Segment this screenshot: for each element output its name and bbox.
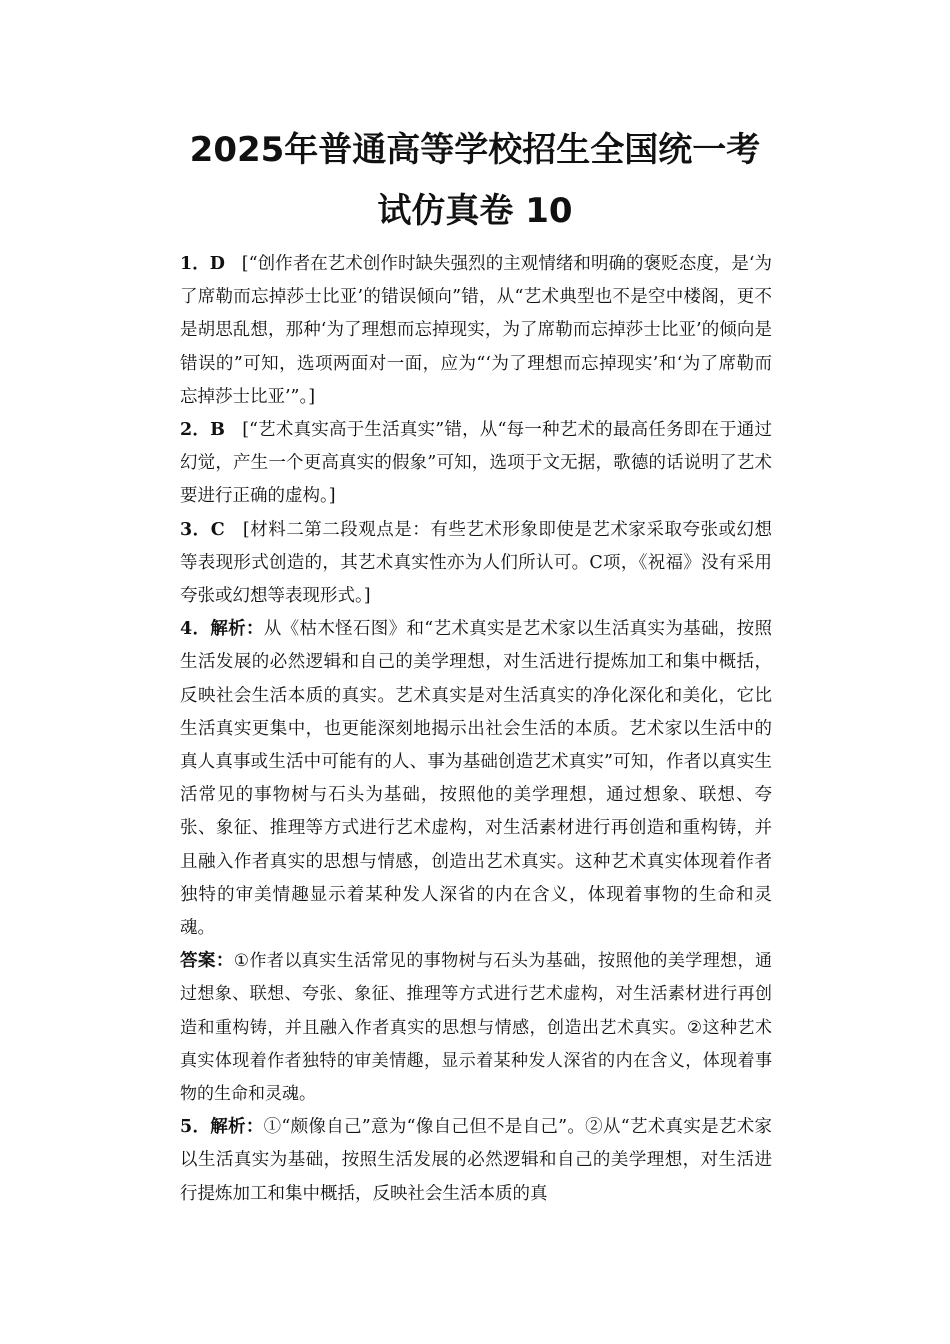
answer-number: 3．C — [180, 519, 225, 540]
answer-text: [“艺术真实高于生活真实”错，从“每一种艺术的最高任务即在于通过幻觉，产生一个更高真实的假象”可知，选项于文无据，歌德的话说明了艺术要进行正确的虚构。] — [180, 420, 773, 507]
document-title-line-2: 试仿真卷 10 — [377, 191, 573, 231]
answer-label: 答案： — [180, 951, 234, 972]
answer-item-3 — [180, 514, 772, 614]
answer-number: 1．D — [180, 254, 225, 274]
answer-content — [180, 248, 772, 1211]
answer-text: ①“颇像自己”意为“像自己但不是自己”。②从“艺术真实是艺术家以生活真实为基础，按照生活发展的必然逻辑和自己的美学理想，对生活进行提炼加工和集中概括，反映社会生活本质的真 — [180, 1117, 772, 1204]
answer-text: [“创作者在艺术创作时缺失强烈的主观情绪和明确的褒贬态度，是‘为了席勒而忘掉莎士比亚’的错误倾向”错，从“艺术典型也不是空中楼阁，更不是胡思乱想，那种‘为了理想而忘掉现实，为了席勒而忘掉莎士比亚’的倾向是错误的”可知，选项两面对一面，应为“‘为了理想而忘掉现实’和‘为了席勒而忘掉莎士比亚’”。] — [180, 254, 772, 407]
answer-number: 5．解析： — [180, 1117, 264, 1138]
answer-number: 2．B — [180, 420, 225, 441]
document-title-line-1: 2025年普通高等学校招生全国统一考 — [189, 130, 761, 170]
answer-number: 4．解析： — [180, 619, 264, 640]
answer-text: 从《枯木怪石图》和“艺术真实是艺术家以生活真实为基础，按照生活发展的必然逻辑和自己的美学理想，对生活进行提炼加工和集中概括，反映社会生活本质的真实。艺术真实是对生活真实的净化深化和美化，它比生活真实更集中，也更能深刻地揭示出社会生活的本质。艺术家以生活中的真人真事或生活中可能有的人、事为基础创造艺术真实”可知，作者以真实生活常见的事物树与石头为基础，按照他的美学理想，通过想象、联想、夸张、象征、推理等方式进行艺术虚构，对生活素材进行再创造和重构铸，并且融入作者真实的思想与情感，创造出艺术真实。这种艺术真实体现着作者独特的审美情趣显示着某种发人深省的内在含义，体现着事物的生命和灵魂。 — [180, 619, 772, 939]
answer-text: [材料二第二段观点是：有些艺术形象即使是艺术家采取夸张或幻想等表现形式创造的，其艺术真实性亦为人们所认可。C项，《祝福》没有采用夸张或幻想等表现形式。] — [180, 519, 773, 607]
answer-item-4-answer — [180, 945, 772, 1111]
answer-item-5 — [180, 1111, 772, 1211]
answer-item-4 — [180, 613, 772, 945]
answer-item-2 — [180, 414, 772, 514]
answer-item-1 — [180, 248, 772, 414]
answer-text: ①作者以真实生活常见的事物树与石头为基础，按照他的美学理想，通过想象、联想、夸张、象征、推理等方式进行艺术虚构，对生活素材进行再创造和重构铸，并且融入作者真实的思想与情感，创造出艺术真实。②这种艺术真实体现着作者独特的审美情趣，显示着某种发人深省的内在含义，体现着事物的生命和灵魂。 — [180, 951, 772, 1105]
